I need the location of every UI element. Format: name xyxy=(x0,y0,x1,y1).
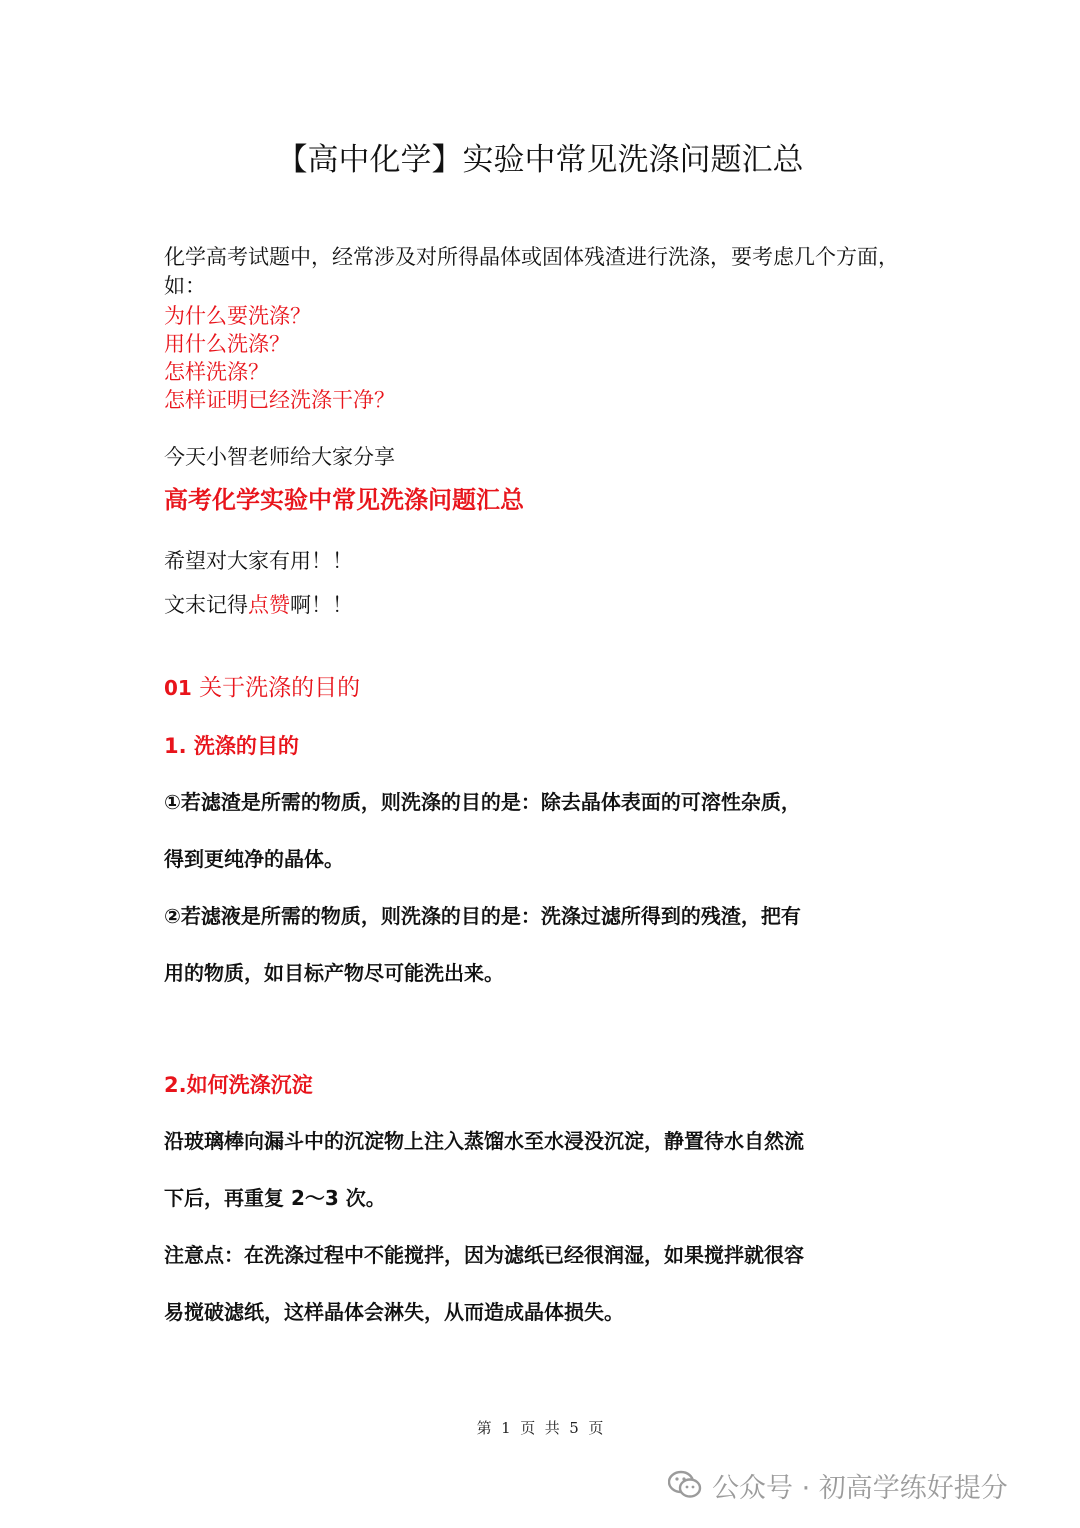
body-line: 注意点：在洗涤过程中不能搅拌，因为滤纸已经很润湿，如果搅拌就很容 xyxy=(164,1243,804,1267)
body-line: ①若滤渣是所需的物质，则洗涤的目的是：除去晶体表面的可溶性杂质， xyxy=(164,790,801,814)
subsection-title: 2.如何洗涤沉淀 xyxy=(164,1073,313,1097)
subsection-title: 1. 洗涤的目的 xyxy=(164,734,299,758)
like-line-after: 啊！！ xyxy=(290,593,353,617)
intro-paragraph: 化学高考试题中，经常涉及对所得晶体或固体残渣进行洗涤，要考虑几个方面，如： xyxy=(164,245,899,298)
headline: 高考化学实验中常见洗涤问题汇总 xyxy=(164,486,524,514)
watermark xyxy=(668,1463,1008,1507)
question-item: 为什么要洗涤？ xyxy=(164,304,311,328)
subsection-body xyxy=(164,1113,924,1341)
body-line: 用的物质，如目标产物尽可能洗出来。 xyxy=(164,961,504,985)
page-footer: 第 1 页 共 5 页 xyxy=(476,1419,604,1437)
subsection-body xyxy=(164,774,924,1002)
body-line: ②若滤液是所需的物质，则洗涤的目的是：洗涤过滤所得到的残渣，把有 xyxy=(164,904,801,928)
body-line: 易搅破滤纸，这样晶体会淋失，从而造成晶体损失。 xyxy=(164,1300,624,1324)
section-number: 01 xyxy=(164,676,192,700)
like-highlight: 点赞 xyxy=(248,593,290,617)
hope-text: 希望对大家有用！！ xyxy=(164,549,353,573)
body-line: 下后，再重复 2～3 次。 xyxy=(164,1186,386,1210)
like-line xyxy=(164,591,924,619)
section-title-text: 关于洗涤的目的 xyxy=(199,675,361,701)
watermark-text: 公众号 · 初高学练好提分 xyxy=(712,1472,1008,1504)
question-item: 用什么洗涤？ xyxy=(164,332,290,356)
body-line: 得到更纯净的晶体。 xyxy=(164,847,344,871)
share-text: 今天小智老师给大家分享 xyxy=(164,445,395,469)
question-item: 怎样洗涤？ xyxy=(164,360,269,384)
wechat-icon xyxy=(668,1470,702,1500)
question-item: 怎样证明已经洗涤干净？ xyxy=(164,388,395,412)
page-title: 【高中化学】实验中常见洗涤问题汇总 xyxy=(276,142,804,178)
like-line-before: 文末记得 xyxy=(164,593,248,617)
body-line: 沿玻璃棒向漏斗中的沉淀物上注入蒸馏水至水浸没沉淀，静置待水自然流 xyxy=(164,1129,804,1153)
question-list xyxy=(164,302,924,414)
section-title xyxy=(164,672,924,704)
